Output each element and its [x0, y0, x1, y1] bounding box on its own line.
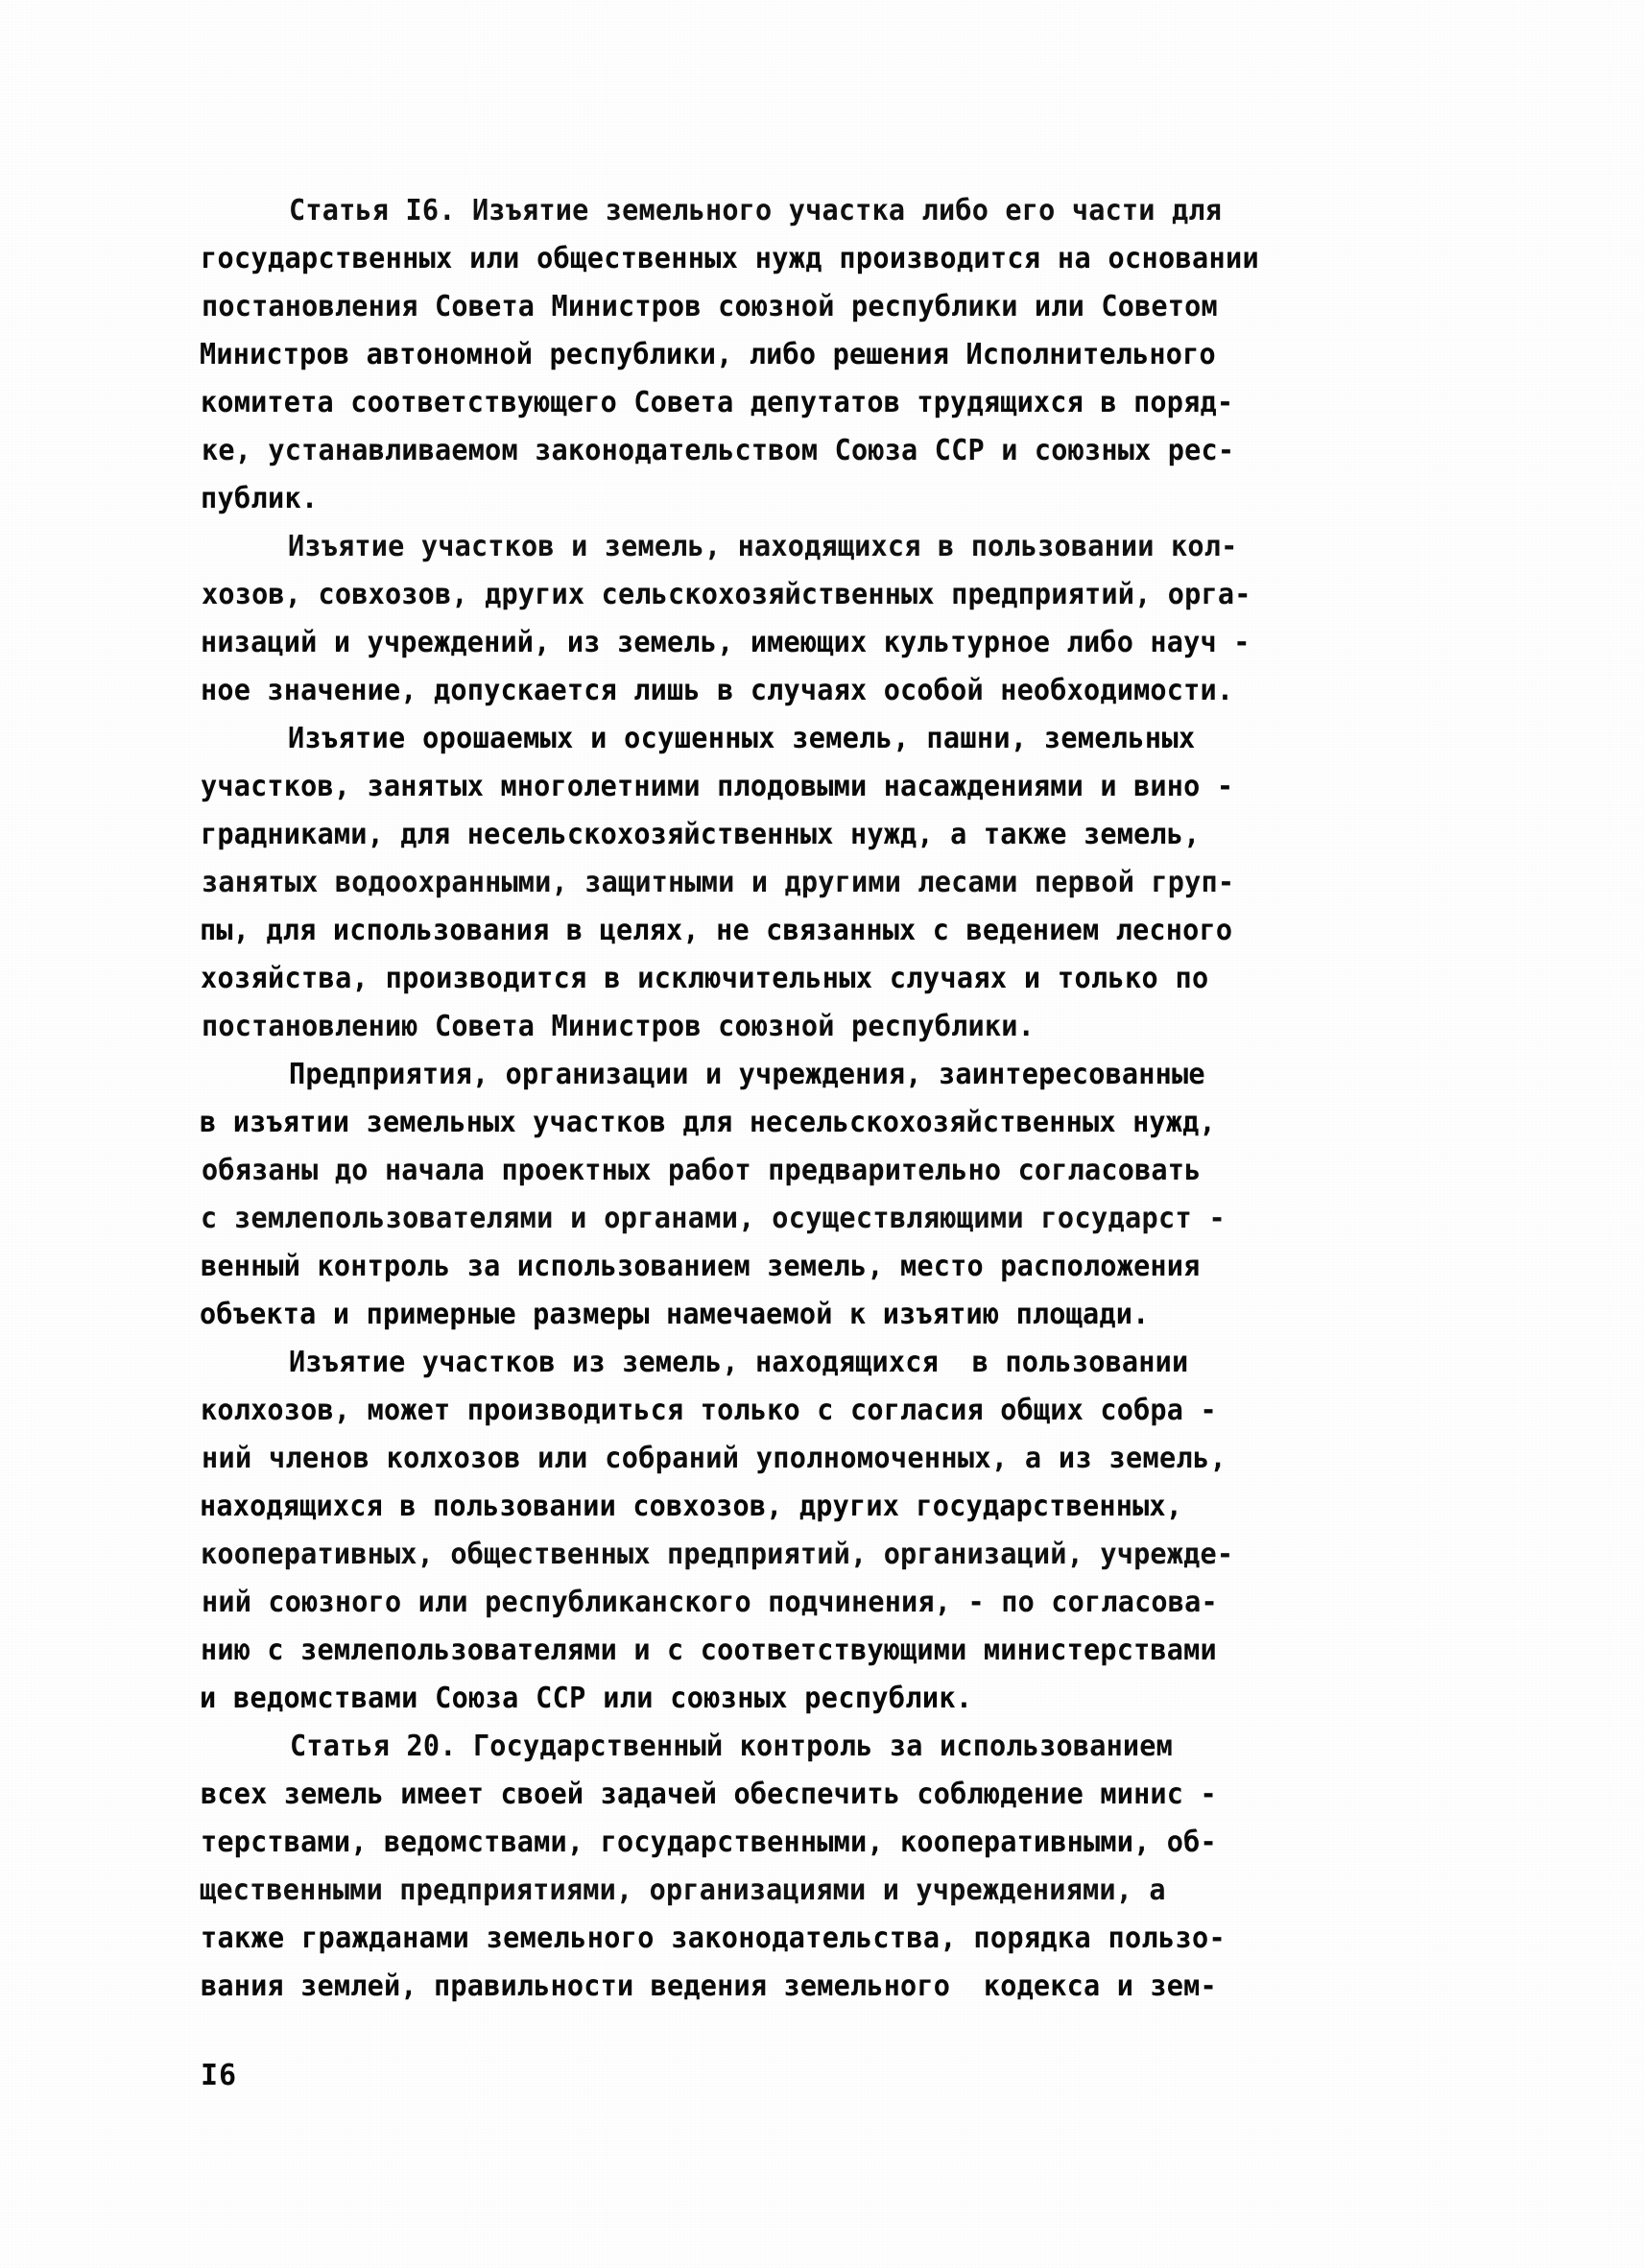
text-line: Статья I6. Изъятие земельного участка либо его части для — [289, 193, 1223, 227]
text-line: щественными предприятиями, организациями и учреждениями, а — [200, 1873, 1166, 1907]
text-line: с землепользователями и органами, осуществляющими государст - — [201, 1201, 1227, 1235]
text-line: Статья 20. Государственный контроль за использованием — [290, 1729, 1173, 1763]
text-line: ний союзного или республиканского подчинения, - по согласова- — [202, 1585, 1218, 1619]
text-line: ке, устанавливаемом законодательством Союза ССР и союзных рес- — [202, 433, 1235, 467]
text-line: градниками, для несельскохозяйственных нужд, а также земель, — [201, 817, 1201, 851]
text-line: хозов, совхозов, других сельскохозяйственных предприятий, орга- — [202, 577, 1251, 611]
text-line: терствами, ведомствами, государственными, кооперативными, об- — [201, 1825, 1217, 1859]
text-line: кооперативных, общественных предприятий, организаций, учрежде- — [201, 1537, 1234, 1571]
text-line: комитета соответствующего Совета депутатов трудящихся в поряд- — [201, 385, 1234, 419]
text-line: Министров автономной республики, либо решения Исполнительного — [200, 337, 1216, 371]
text-line: находящихся в пользовании совхозов, других государственных, — [200, 1489, 1183, 1523]
text-line: также гражданами земельного законодательства, порядка пользо- — [201, 1921, 1227, 1955]
text-line: занятых водоохранными, защитными и другими лесами первой груп- — [202, 865, 1235, 899]
text-line: всех земель имеет своей задачей обеспечить соблюдение минис - — [201, 1777, 1217, 1811]
text-line: государственных или общественных нужд производится на основании — [201, 241, 1260, 275]
text-line: обязаны до начала проектных работ предварительно согласовать — [202, 1153, 1202, 1187]
text-line: ное значение, допускается лишь в случаях особой необходимости. — [201, 673, 1234, 707]
page-number: I6 — [201, 2059, 238, 2092]
text-line: вания землей, правильности ведения земельного кодекса и зем- — [201, 1969, 1217, 2003]
text-line: нию с землепользователями и с соответствующими министерствами — [201, 1633, 1217, 1667]
text-line: участков, занятых многолетними плодовыми насаждениями и вино - — [201, 769, 1234, 803]
text-line: ний членов колхозов или собраний уполномоченных, а из земель, — [202, 1441, 1227, 1475]
text-line: колхозов, может производиться только с согласия общих собра - — [201, 1393, 1217, 1427]
text-line: Изъятие участков из земель, находящихся в пользовании — [289, 1345, 1189, 1379]
text-line: пы, для использования в целях, не связанных с ведением лесного — [200, 913, 1233, 947]
text-line: постановления Совета Министров союзной республики или Советом — [202, 289, 1218, 323]
text-line: Изъятие участков и земель, находящихся в пользовании кол- — [288, 529, 1238, 563]
text-line: венный контроль за использованием земель, место расположения — [201, 1249, 1201, 1283]
text-line: публик. — [201, 481, 319, 515]
text-line: постановлению Совета Министров союзной республики. — [202, 1009, 1035, 1043]
text-line: Предприятия, организации и учреждения, заинтересованные — [289, 1057, 1205, 1091]
document-body-text — [201, 188, 1448, 2012]
text-line: в изъятии земельных участков для несельскохозяйственных нужд, — [200, 1105, 1216, 1139]
text-line: хозяйства, производится в исключительных случаях и только по — [201, 961, 1209, 995]
text-line: и ведомствами Союза ССР или союзных республик. — [200, 1681, 973, 1715]
text-line: Изъятие орошаемых и осушенных земель, пашни, земельных — [288, 721, 1196, 755]
text-line: объекта и примерные размеры намечаемой к изъятию площади. — [200, 1297, 1150, 1331]
text-line: низаций и учреждений, из земель, имеющих культурное либо науч - — [201, 625, 1251, 659]
